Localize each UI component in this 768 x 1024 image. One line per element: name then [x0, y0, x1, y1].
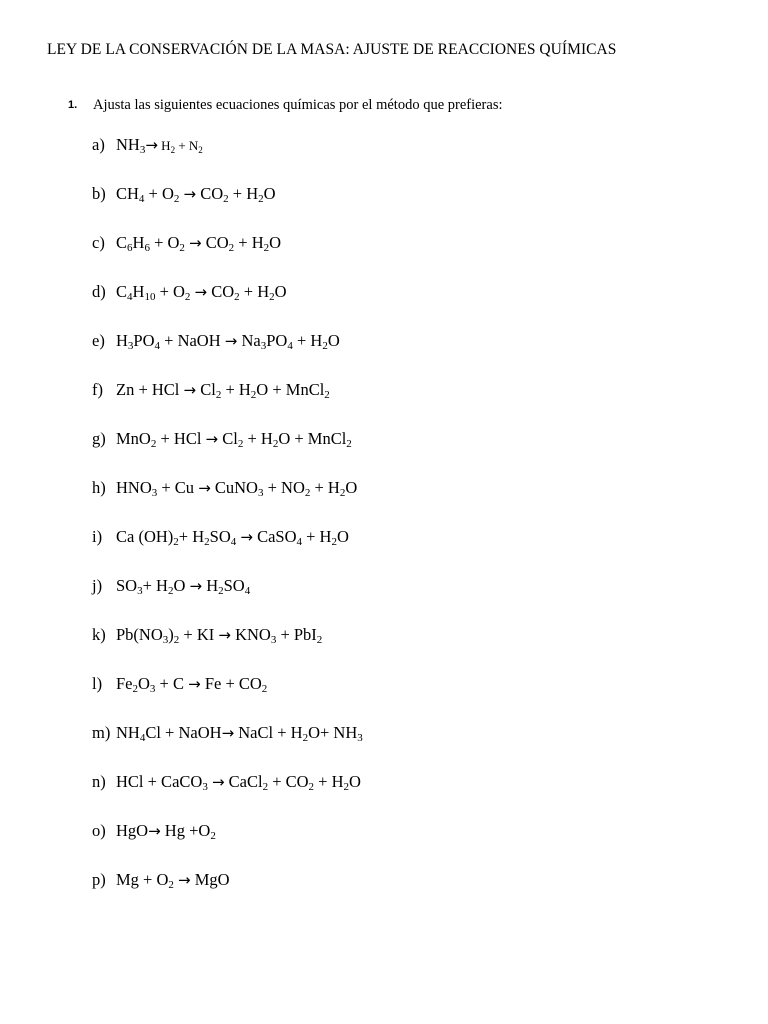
equation-letter: m): [92, 723, 111, 742]
equation-item: [92, 673, 363, 722]
equation-formula: $NH_3\to H_2 + N_2$: [116, 135, 203, 156]
reaction-arrow-icon: →: [198, 479, 211, 497]
equation-letter: d): [92, 282, 106, 301]
equation-letter: b): [92, 184, 106, 203]
equation-formula: Ca $(OH)_2+ H_2SO_4$ → CaSO$_4$ + $H_2O$: [116, 527, 349, 548]
equation-item: [92, 624, 363, 673]
equation-letter: o): [92, 821, 106, 840]
equation-letter: a): [92, 135, 105, 154]
question-1: [68, 97, 503, 114]
equation-letter: e): [92, 331, 105, 350]
reaction-arrow-icon: →: [211, 773, 225, 791]
equation-item: [92, 771, 363, 820]
equation-formula: HCl + CaCO$_3$ → CaCl$_2$ + $CO_2 + H_2O$: [116, 772, 361, 793]
equation-letter: p): [92, 870, 106, 889]
reaction-arrow-icon: →: [183, 185, 197, 203]
reaction-arrow-icon: →: [189, 234, 202, 252]
equation-formula: $CH_4 + O_2 \to CO_2 + H_2O$: [116, 184, 276, 205]
equation-formula: $HgO\to Hg +O_2$: [116, 821, 216, 842]
equation-item: [92, 722, 363, 771]
reaction-arrow-icon: →: [148, 822, 161, 840]
equation-formula: $Fe_2O_3 + C \to Fe + CO_2$: [116, 674, 268, 695]
equation-formula: MnO$_2$ + HCl → $Cl_2 + H_2O$ + MnCl$_2$: [116, 429, 352, 450]
equation-item: [92, 477, 363, 526]
equation-formula: $SO_3+ H_2O \to H_2SO_4$: [116, 576, 251, 597]
equation-item: [92, 869, 363, 918]
document-title: LEY DE LA CONSERVACIÓN DE LA MASA: AJUSTE DE REACCIONES QUÍMICAS: [47, 41, 617, 58]
equation-formula: $NH_4Cl$ + NaOH→ NaCl + $H_2O+ NH_3$: [116, 723, 363, 744]
reaction-arrow-icon: →: [205, 430, 219, 448]
equation-formula: $H_3PO_4$ + NaOH → $Na_3PO_4 + H_2O$: [116, 331, 340, 352]
question-number: 1.: [68, 99, 78, 111]
equation-item: [92, 575, 363, 624]
equation-letter: g): [92, 429, 106, 448]
equation-item: [92, 134, 363, 183]
reaction-arrow-icon: →: [178, 871, 191, 889]
equation-item: [92, 428, 363, 477]
reaction-arrow-icon: →: [188, 675, 201, 693]
equation-item: [92, 820, 363, 869]
equation-formula: Zn + HCl → $Cl_2 + H_2O$ + MnCl$_2$: [116, 380, 330, 401]
equation-list: [92, 134, 363, 918]
equation-letter: i): [92, 527, 103, 546]
equation-formula: $C_4H_{10} + O_2 \to CO_2 + H_2O$: [116, 282, 287, 303]
reaction-arrow-icon: →: [189, 577, 203, 595]
equation-formula: $C_6H_6 + O_2 \to CO_2 + H_2O$: [116, 233, 282, 254]
equation-letter: f): [92, 380, 103, 399]
reaction-arrow-icon: →: [218, 626, 231, 644]
equation-letter: j): [92, 576, 103, 595]
equation-letter: h): [92, 478, 106, 497]
equation-formula: $Mg + O_2$ → MgO: [116, 870, 230, 891]
equation-letter: k): [92, 625, 106, 644]
equation-letter: c): [92, 233, 105, 252]
reaction-arrow-icon: →: [194, 283, 208, 301]
reaction-arrow-icon: →: [221, 724, 235, 742]
equation-item: [92, 281, 363, 330]
equation-item: [92, 183, 363, 232]
equation-item: [92, 526, 363, 575]
equation-formula: $Pb(NO_3)_2$ + KI → $KNO_3 + PbI_2$: [116, 625, 323, 646]
equation-item: [92, 379, 363, 428]
reaction-arrow-icon: →: [183, 381, 197, 399]
equation-item: [92, 330, 363, 379]
reaction-arrow-icon: →: [224, 332, 238, 350]
equation-item: [92, 232, 363, 281]
equation-letter: l): [92, 674, 103, 693]
reaction-arrow-icon: →: [145, 136, 158, 154]
reaction-arrow-icon: →: [240, 528, 253, 546]
question-text: Ajusta las siguientes ecuaciones químicas por el método que prefieras:: [93, 97, 503, 113]
equation-letter: n): [92, 772, 106, 791]
equation-formula: $HNO_3 + Cu$ → CuNO$_3$ + $NO_2 + H_2O$: [116, 478, 358, 499]
